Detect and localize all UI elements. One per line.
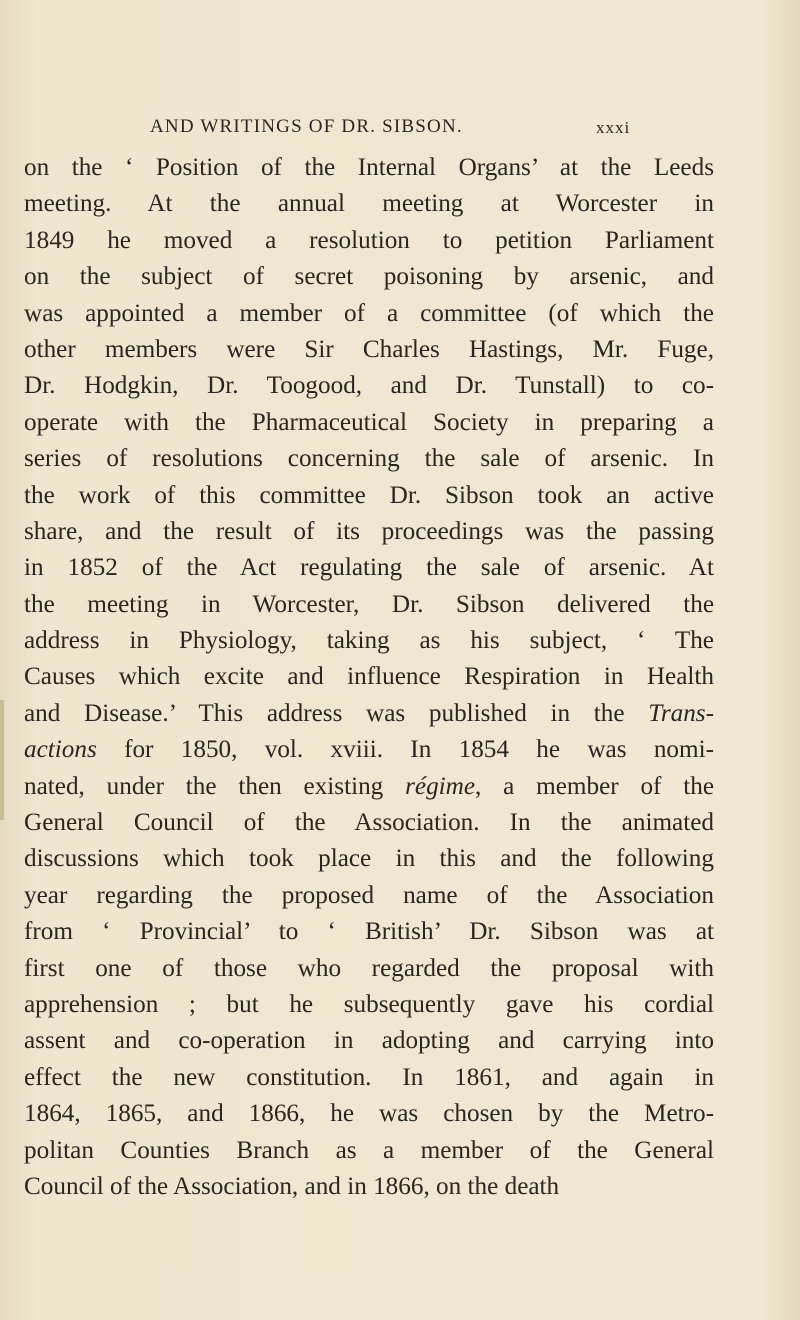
italic-title: actions — [24, 736, 97, 764]
text-line — [24, 696, 714, 732]
text-line: operate with the Pharmaceutical Society in preparing a — [24, 408, 714, 436]
text-line: on the subject of secret poisoning by arsenic, and — [24, 263, 714, 291]
text-line: politan Counties Branch as a member of the General — [24, 1136, 714, 1164]
text-line: year regarding the proposed name of the Association — [24, 881, 714, 909]
text-line: from ‘ Provincial’ to ‘ British’ Dr. Sibson was at — [24, 918, 714, 946]
body-text — [24, 150, 714, 1205]
text-line: 1849 he moved a resolution to petition Parliament — [24, 226, 714, 254]
text-line: address in Physiology, taking as his subject, ‘ The — [24, 627, 714, 655]
text-line: was appointed a member of a committee (of which the — [24, 299, 714, 327]
page-number: xxxi — [596, 118, 631, 137]
running-title: AND WRITINGS OF DR. SIBSON. — [150, 116, 463, 137]
text-line: Council of the Association, and in 1866, on the death — [24, 1172, 560, 1200]
text-line: the meeting in Worcester, Dr. Sibson delivered the — [24, 590, 714, 618]
text-line: 1864, 1865, and 1866, he was chosen by the Metro- — [24, 1100, 714, 1128]
text-line: in 1852 of the Act regulating the sale of arsenic. At — [24, 554, 714, 582]
text-line: discussions which took place in this and the following — [24, 845, 714, 873]
line-text: nated, under the then existing — [24, 772, 384, 800]
text-line: effect the new constitution. In 1861, and again in — [24, 1063, 714, 1091]
text-line: first one of those who regarded the proposal with — [24, 954, 714, 982]
italic-word: régime — [405, 772, 476, 800]
line-text: and Disease.’ This address was published in the — [24, 699, 625, 727]
page-edge-shadow — [0, 700, 4, 820]
italic-title: Trans- — [648, 699, 714, 727]
text-line: the work of this committee Dr. Sibson took an active — [24, 481, 714, 509]
text-line: meeting. At the annual meeting at Worcester in — [24, 190, 714, 218]
text-line: other members were Sir Charles Hastings, Mr. Fuge, — [24, 335, 714, 363]
line-text: for 1850, vol. xviii. In 1854 he was nomi- — [124, 736, 715, 764]
text-line: on the ‘ Position of the Internal Organs’ at the Leeds — [24, 154, 714, 181]
text-line: share, and the result of its proceedings was the passing — [24, 517, 714, 545]
text-line: General Council of the Association. In the animated — [24, 809, 714, 837]
text-line: assent and co-operation in adopting and carrying into — [24, 1027, 714, 1055]
text-line — [24, 769, 714, 805]
text-line: series of resolutions concerning the sale of arsenic. In — [24, 445, 714, 473]
text-line — [24, 732, 714, 768]
text-line: Dr. Hodgkin, Dr. Toogood, and Dr. Tunstall) to co- — [24, 372, 714, 400]
line-text: , a member of the — [475, 772, 714, 800]
page-header — [0, 110, 800, 146]
text-line: apprehension ; but he subsequently gave his cordial — [24, 990, 714, 1018]
text-line: Causes which excite and influence Respiration in Health — [24, 663, 714, 691]
